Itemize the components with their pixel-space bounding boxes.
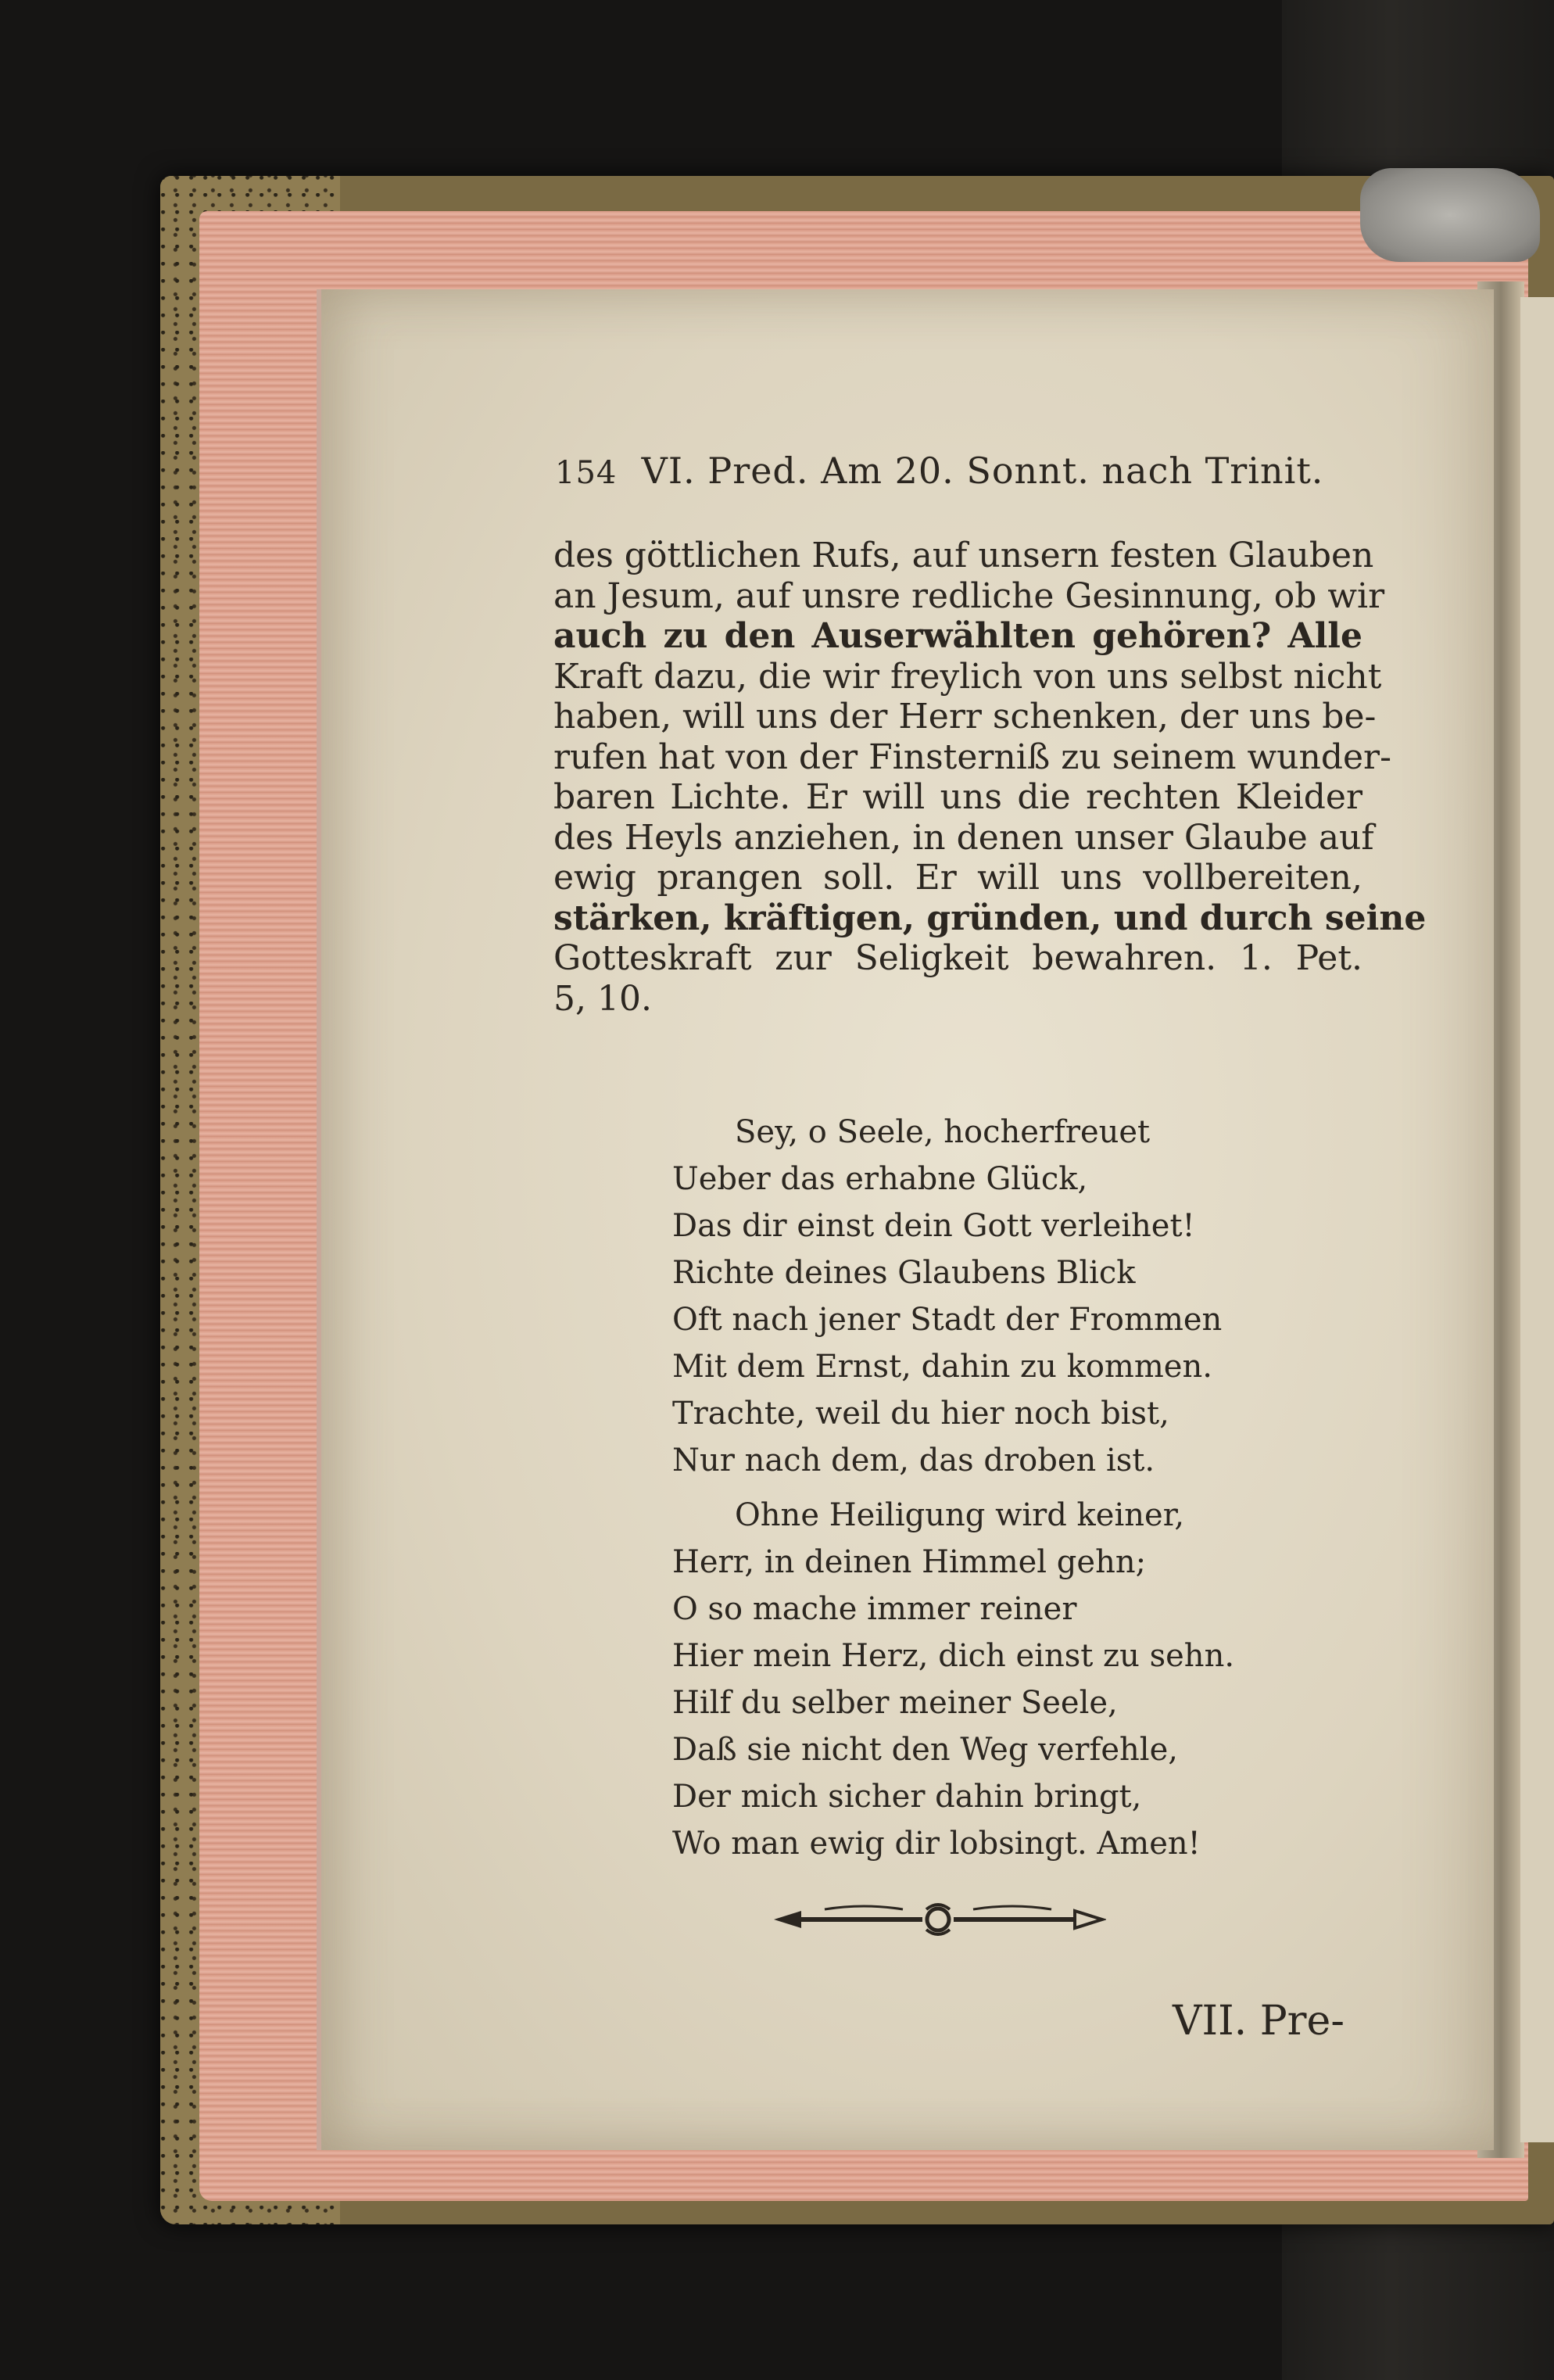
running-title: VI. Pred. Am 20. Sonnt. nach Trinit. [641, 450, 1324, 492]
ornament-divider-icon [770, 1900, 1106, 1939]
verse-line: Mit dem Ernst, dahin zu kommen. [672, 1349, 1212, 1385]
verse-line: Wo man ewig dir lobsingt. Amen! [672, 1826, 1201, 1862]
prose-line: haben, will uns der Herr schenken, der uns be- [553, 697, 1377, 737]
verse-line: Richte deines Glaubens Blick [672, 1255, 1136, 1291]
hymn-stanza-2 [672, 1492, 1313, 1867]
verse-line: Herr, in deinen Himmel gehn; [672, 1544, 1147, 1580]
prose-line: baren Lichte. Er will uns die rechten Kleider [553, 777, 1362, 817]
prose-line: Gotteskraft zur Seligkeit bewahren. 1. Pet. [553, 938, 1362, 978]
prose-line: rufen hat von der Finsterniß zu seinem wunder- [553, 737, 1391, 777]
prose-line: ewig prangen soll. Er will uns vollbereiten, [553, 858, 1362, 898]
sermon-paragraph [553, 536, 1427, 1019]
page-number: 154 [555, 455, 618, 491]
verse-line: Daß sie nicht den Weg verfehle, [672, 1732, 1178, 1768]
prose-line: Kraft dazu, die wir freylich von uns selbst nicht [553, 656, 1382, 697]
verse-line: Nur nach dem, das droben ist. [672, 1443, 1155, 1479]
verse-line: Sey, o Seele, hocherfreuet [735, 1114, 1151, 1150]
catchword: VII. Pre- [1173, 1998, 1345, 2045]
verse-line: Der mich sicher dahin bringt, [672, 1779, 1142, 1815]
verse-line: Ohne Heiligung wird keiner, [735, 1497, 1185, 1533]
running-header [555, 450, 1337, 504]
verse-line: Trachte, weil du hier noch bist, [672, 1396, 1169, 1432]
page-clip [1360, 168, 1540, 262]
prose-line: des Heyls anziehen, in denen unser Glaube auf [553, 817, 1374, 858]
prose-line: auch zu den Auserwählten gehören? Alle [553, 616, 1362, 656]
verse-line: O so mache immer reiner [672, 1591, 1077, 1627]
prose-line: des göttlichen Rufs, auf unsern festen Glauben [553, 536, 1374, 575]
verse-line: Hilf du selber meiner Seele, [672, 1685, 1118, 1721]
hymn-stanza-1 [672, 1109, 1313, 1484]
prose-line: an Jesum, auf unsre redliche Gesinnung, ob wir [553, 575, 1385, 616]
verse-line: Oft nach jener Stadt der Frommen [672, 1302, 1223, 1338]
verse-line: Ueber das erhabne Glück, [672, 1161, 1088, 1197]
prose-line: stärken, kräftigen, gründen, und durch seine [553, 898, 1427, 938]
prose-line: 5, 10. [553, 978, 652, 1019]
verse-line: Hier mein Herz, dich einst zu sehn. [672, 1638, 1235, 1674]
facing-page-edge [1520, 297, 1554, 2142]
verse-line: Das dir einst dein Gott verleihet! [672, 1208, 1195, 1244]
